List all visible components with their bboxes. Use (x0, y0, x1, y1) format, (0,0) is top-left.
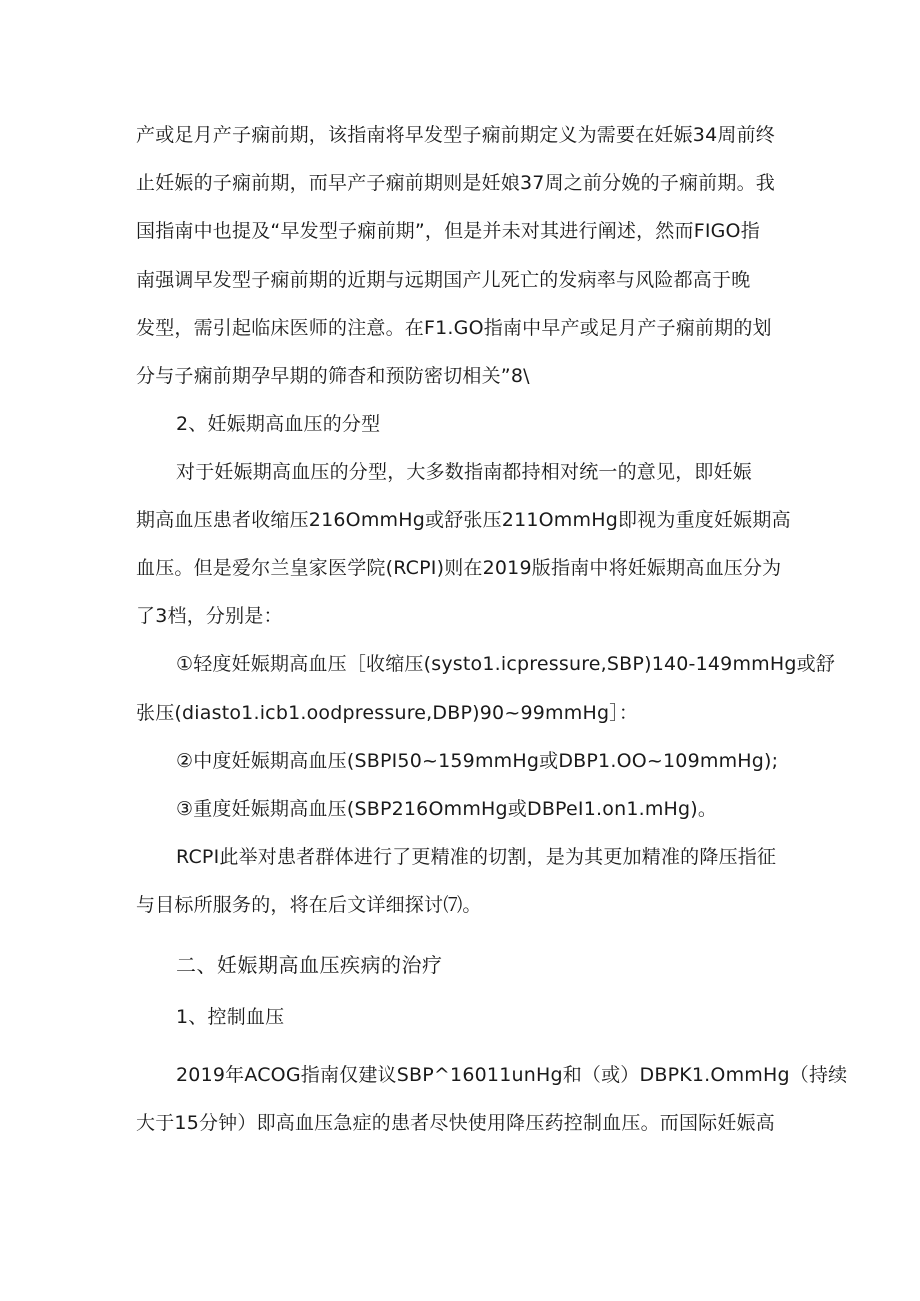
paragraph-line: 2019年ACOG指南仅建议SBP^16011unHg和（或）DBPK1.OmmHg（持续 (176, 1064, 848, 1086)
list-item: ③重度妊娠期高血压(SBP216OmmHg或DBPeI1.on1.mHg)。 (176, 798, 718, 820)
paragraph-line: 了3档，分别是： (136, 605, 283, 627)
paragraph-line: 产或足月产子痫前期，该指南将早发型子痫前期定义为需要在妊娠34周前终 (136, 124, 775, 146)
list-item: ①轻度妊娠期高血压［收缩压(systo1.icpressure,SBP)140-149mmHg或舒 (176, 653, 836, 675)
paragraph-line: 大于15分钟）即高血压急症的患者尽快使用降压药控制血压。而国际妊娠高 (136, 1112, 775, 1134)
list-item-continuation: 张压(diasto1.icb1.oodpressure,DBP)90~99mmHg］： (136, 702, 639, 724)
paragraph-line: 分与子痫前期孕早期的筛杳和预防密切相关”8\ (136, 365, 530, 387)
paragraph-line: 血压。但是爱尔兰皇家医学院(RCPI)则在2019版指南中将妊娠期高血压分为 (136, 557, 782, 579)
section-heading: 二、妊娠期高血压疾病的治疗 (176, 953, 443, 977)
paragraph-line: 与目标所服务的，将在后文详细探讨⑺。 (136, 894, 482, 916)
paragraph-line: 南强调早发型子痫前期的近期与远期国产儿死亡的发病率与风险都高于晚 (136, 269, 751, 291)
paragraph-line: 期高血压患者收缩压216OmmHg或舒张压211OmmHg即视为重度妊娠期高 (136, 509, 791, 531)
paragraph-line: 止妊娠的子痫前期，而早产子痫前期则是妊娘37周之前分娩的子痫前期。我 (136, 172, 775, 194)
paragraph-line: 对于妊娠期高血压的分型，大多数指南都持相对统一的意见，即妊娠 (176, 461, 753, 483)
list-item: ②中度妊娠期高血压(SBPI50~159mmHg或DBP1.OO~109mmHg); (176, 750, 779, 772)
subsection-heading: 2、妊娠期高血压的分型 (176, 413, 381, 435)
subsection-heading: 1、控制血压 (176, 1006, 285, 1028)
paragraph-line: RCPI此举对患者群体进行了更精准的切割，是为其更加精准的降压指征 (176, 846, 777, 868)
paragraph-line: 发型，需引起临床医师的注意。在F1.GO指南中早产或足月产子痫前期的划 (136, 317, 772, 339)
paragraph-line: 国指南中也提及“早发型子痫前期”，但是并未对其进行阐述，然而FIGO指 (136, 220, 760, 242)
